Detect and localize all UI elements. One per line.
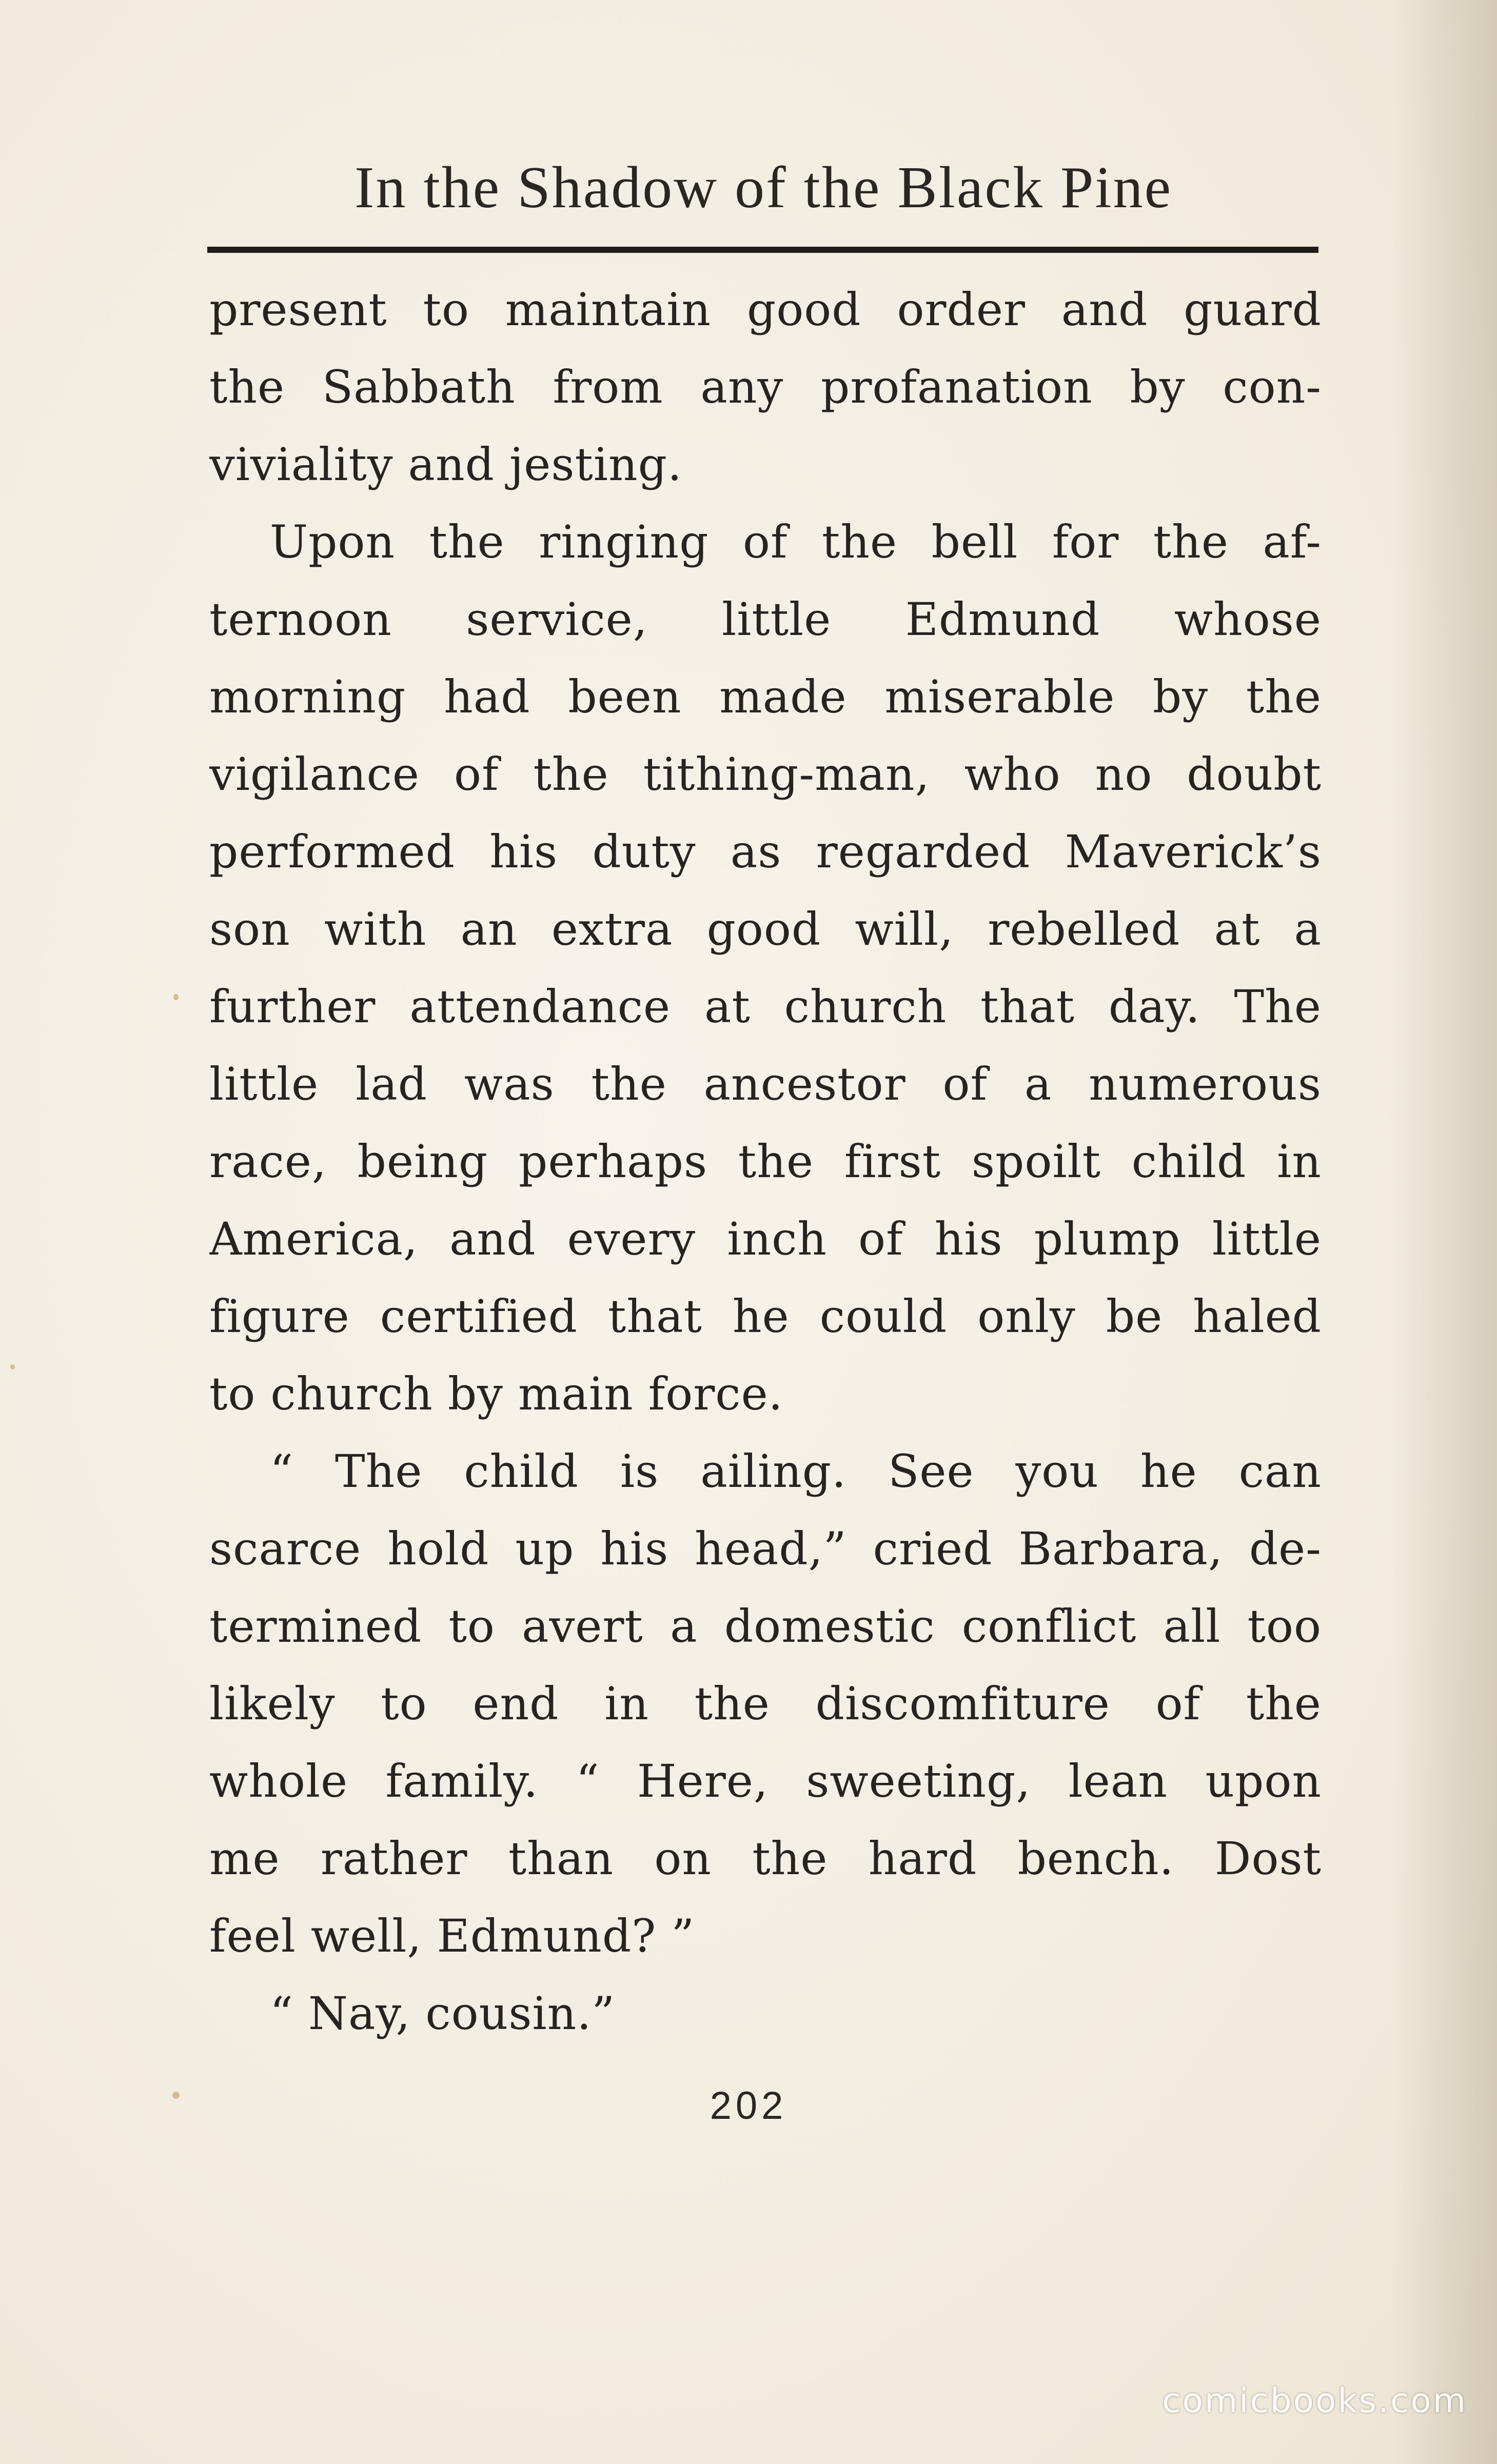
- page-number: 202: [710, 2084, 787, 2128]
- text-line: the Sabbath from any profanation by con-: [209, 361, 1322, 413]
- text-line: viviality and jesting.: [209, 438, 682, 491]
- paper-speck: [10, 1364, 15, 1369]
- text-line: figure certified that he could only be haled: [209, 1290, 1322, 1343]
- text-line: me rather than on the hard bench. Dost: [209, 1832, 1322, 1885]
- text-line: further attendance at church that day. The: [209, 980, 1322, 1033]
- text-line: “ The child is ailing. See you he can: [270, 1445, 1322, 1498]
- text-line: son with an extra good will, rebelled at a: [209, 903, 1322, 956]
- paper-speck: [172, 2092, 180, 2099]
- text-line: “ Nay, cousin.”: [270, 1987, 616, 2040]
- text-line: to church by main force.: [209, 1367, 783, 1420]
- text-line: likely to end in the discomfiture of the: [209, 1677, 1322, 1730]
- text-line: morning had been made miserable by the: [209, 670, 1322, 723]
- text-line: race, being perhaps the first spoilt child in: [209, 1135, 1322, 1188]
- paper-speck: [173, 994, 179, 1000]
- watermark-logo: comicbooks.com: [1162, 2381, 1467, 2420]
- text-line: scarce hold up his head,” cried Barbara, de-: [209, 1522, 1322, 1575]
- text-line: America, and every inch of his plump little: [209, 1213, 1322, 1265]
- text-line: little lad was the ancestor of a numerous: [209, 1058, 1322, 1110]
- text-line: present to maintain good order and guard: [209, 283, 1322, 336]
- text-line: Upon the ringing of the bell for the af-: [270, 515, 1322, 568]
- text-line: ternoon service, little Edmund whose: [209, 593, 1322, 646]
- text-line: feel well, Edmund? ”: [209, 1910, 695, 1962]
- text-line: termined to avert a domestic conflict all too: [209, 1600, 1322, 1653]
- text-line: vigilance of the tithing-man, who no doubt: [209, 748, 1322, 801]
- body-text: [209, 271, 1322, 2052]
- text-line: performed his duty as regarded Maverick’s: [209, 825, 1322, 878]
- header-rule: [207, 247, 1318, 253]
- text-line: whole family. “ Here, sweeting, lean upon: [209, 1755, 1322, 1807]
- running-head: In the Shadow of the Black Pine: [354, 155, 1173, 221]
